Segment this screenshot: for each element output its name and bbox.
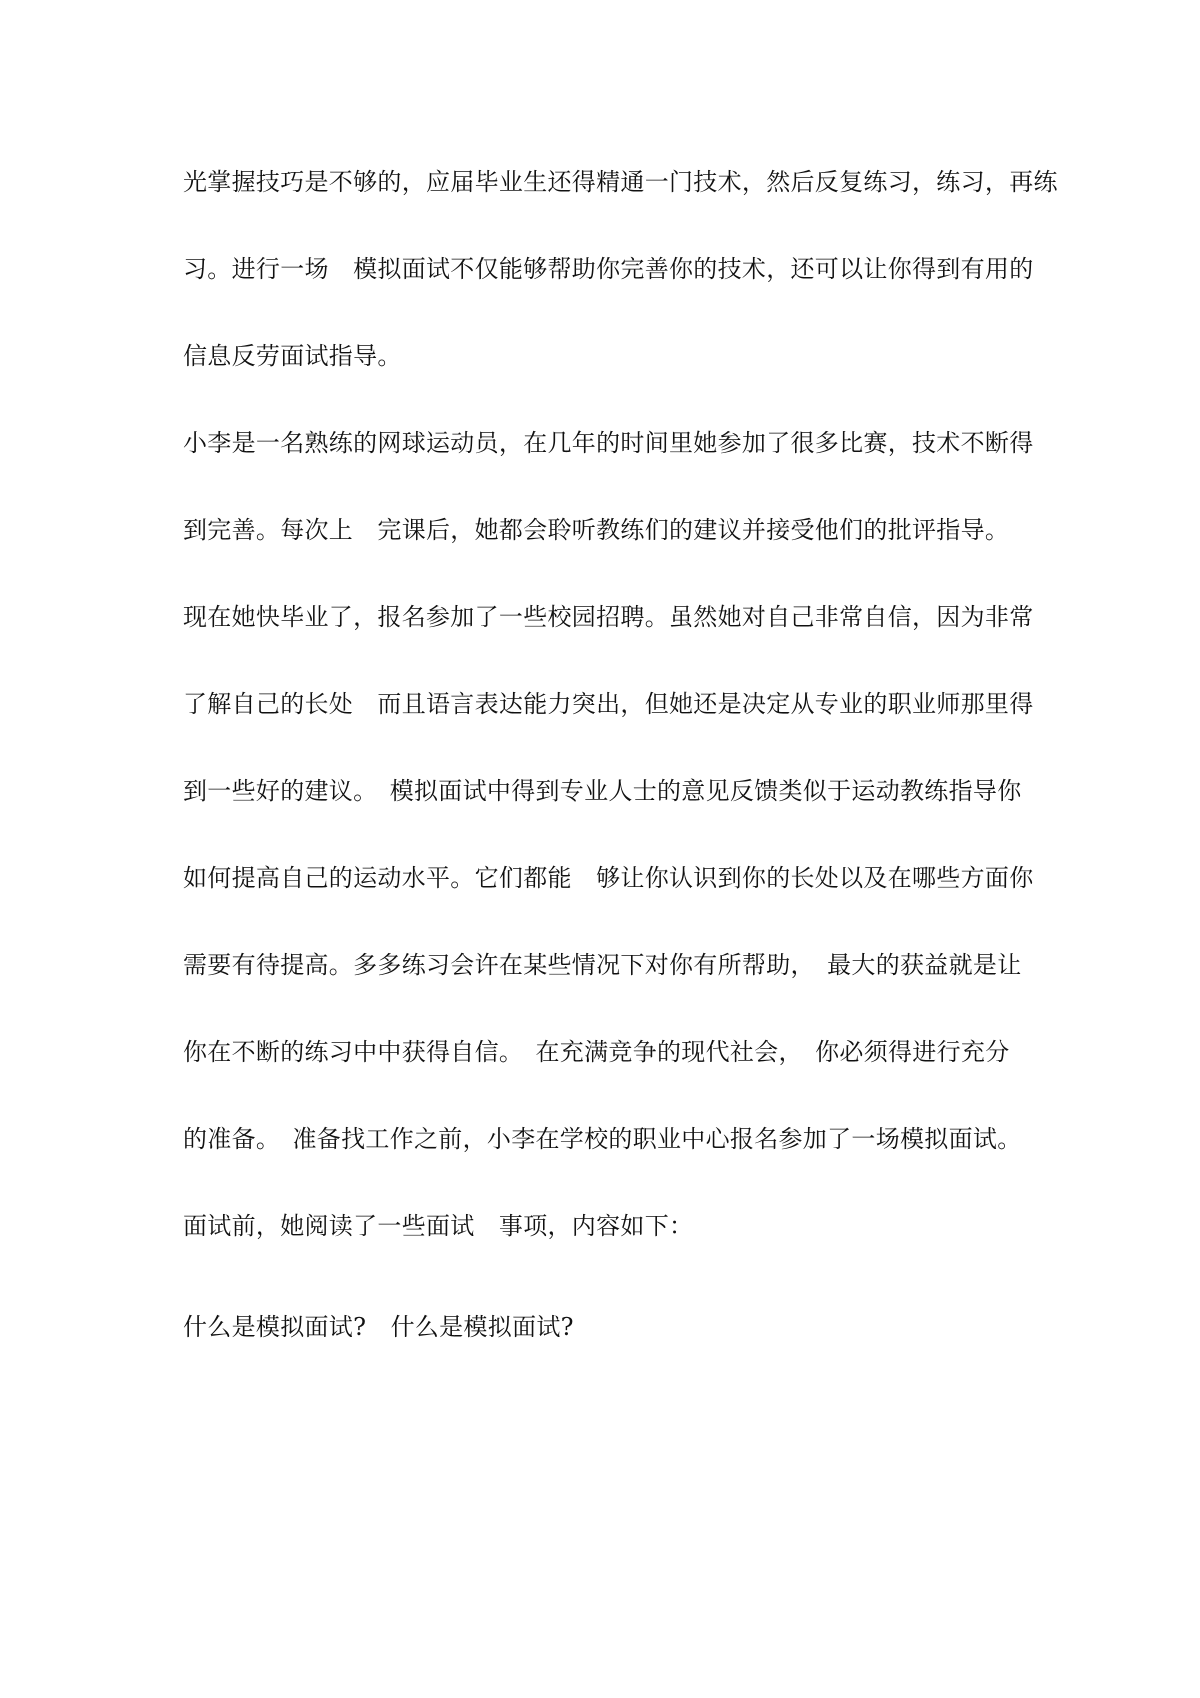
text-line: 面试前，她阅读了一些面试 事项，内容如下： bbox=[183, 1212, 694, 1240]
text-line: 如何提高自己的运动水平。它们都能 够让你认识到你的长处以及在哪些方面你 bbox=[183, 864, 1034, 892]
text-line: 小李是一名熟练的网球运动员，在几年的时间里她参加了很多比赛，技术不断得 bbox=[183, 429, 1034, 457]
text-line: 习。进行一场 模拟面试不仅能够帮助你完善你的技术，还可以让你得到有用的 bbox=[183, 255, 1034, 283]
text-line: 到一些好的建议。 模拟面试中得到专业人士的意见反馈类似于运动教练指导你 bbox=[183, 777, 1022, 805]
text-line: 需要有待提高。多多练习会许在某些情况下对你有所帮助， 最大的获益就是让 bbox=[183, 951, 1022, 979]
text-line: 光掌握技巧是不够的，应届毕业生还得精通一门技术，然后反复练习，练习，再练 bbox=[183, 168, 1058, 196]
text-line: 现在她快毕业了，报名参加了一些校园招聘。虽然她对自己非常自信，因为非常 bbox=[183, 603, 1034, 631]
text-line: 信息反劳面试指导。 bbox=[183, 342, 402, 370]
text-line: 到完善。每次上 完课后，她都会聆听教练们的建议并接受他们的批评指导。 bbox=[183, 516, 1010, 544]
text-line: 了解自己的长处 而且语言表达能力突出，但她还是决定从专业的职业师那里得 bbox=[183, 690, 1034, 718]
text-line: 什么是模拟面试? 什么是模拟面试? bbox=[183, 1313, 574, 1341]
text-line: 的准备。 准备找工作之前，小李在学校的职业中心报名参加了一场模拟面试。 bbox=[183, 1125, 1022, 1153]
text-line: 你在不断的练习中中获得自信。 在充满竞争的现代社会， 你必须得进行充分 bbox=[183, 1038, 1010, 1066]
